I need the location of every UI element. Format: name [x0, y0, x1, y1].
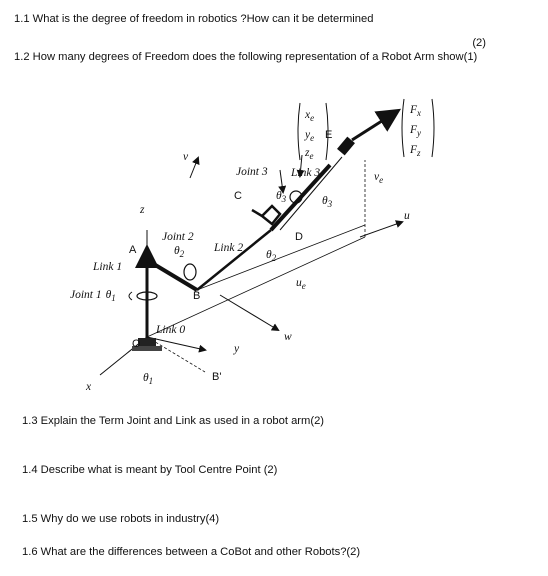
- theta-2-label-link: $\theta_2$: [266, 249, 277, 263]
- v-axis-arrow: [190, 158, 198, 178]
- fy-label: $F_y$: [410, 124, 422, 138]
- theta-1-label-base: $\theta_1$: [143, 372, 154, 386]
- base-pedestal: [138, 338, 156, 346]
- joint-2-symbol: [184, 264, 196, 280]
- pose-vector-left-bracket: [298, 103, 300, 160]
- u-axis-label: u: [404, 210, 410, 222]
- ye-label: $y_e$: [305, 129, 315, 143]
- question-1-2: 1.2 How many degrees of Freedom does the following representation of a Robot Arm show(1): [14, 51, 478, 63]
- link-3-label: Link 3: [291, 167, 321, 179]
- point-e-label: E: [325, 129, 333, 141]
- question-1-3: 1.3 Explain the Term Joint and Link as used in a robot arm(2): [22, 415, 325, 427]
- point-c-label: C: [234, 190, 242, 202]
- joint-1-label: Joint 1 $\theta_1$: [70, 289, 116, 303]
- point-b-prime-label: B': [212, 371, 222, 383]
- point-d-label: D: [295, 231, 303, 243]
- link-1-label: Link 1: [93, 261, 123, 273]
- theta-3-label-right: $\theta_3$: [322, 195, 333, 209]
- link-2: [197, 230, 271, 290]
- w-axis-label: w: [284, 331, 292, 343]
- joint-1-rotation: [129, 292, 132, 300]
- ue-label: $u_e$: [296, 277, 306, 291]
- link-2-label: Link 2: [214, 242, 244, 254]
- question-1-5: 1.5 Why do we use robots in industry(4): [22, 513, 220, 525]
- u-axis-arrow: [360, 222, 402, 237]
- point-a-label: A: [129, 244, 137, 256]
- question-1-1-marks: (2): [472, 37, 486, 49]
- force-vector-left-bracket: [402, 99, 404, 157]
- link-0-label: Link 0: [156, 324, 186, 336]
- question-1-6: 1.6 What are the differences between a CoBot and other Robots?(2): [22, 546, 361, 558]
- joint-3-pointer: [280, 170, 283, 192]
- point-b-label: B: [193, 290, 201, 302]
- fz-label: $F_z$: [410, 144, 421, 158]
- z-axis-label: z: [140, 204, 145, 216]
- joint-3-label: Joint 3: [236, 166, 268, 178]
- ze-label: $z_e$: [305, 147, 314, 161]
- theta-3-label-c: $\theta_3$: [276, 190, 287, 204]
- force-arrow: [352, 112, 396, 140]
- theta-2-label-joint: $\theta_2$: [174, 245, 185, 259]
- fx-label: $F_x$: [410, 104, 422, 118]
- point-o-label: O: [132, 338, 141, 350]
- y-axis-label: y: [234, 343, 240, 355]
- joint-2-label: Joint 2: [162, 231, 194, 243]
- xe-label: $x_e$: [305, 109, 315, 123]
- force-vector-right-bracket: [432, 99, 434, 157]
- w-axis-arrow: [220, 295, 278, 330]
- v-axis-label: v: [183, 151, 189, 163]
- projection-line-2: [197, 225, 365, 290]
- question-1-1: 1.1 What is the degree of freedom in robotics ?How can it be determined: [14, 13, 374, 25]
- question-1-4: 1.4 Describe what is meant by Tool Centre Point (2): [22, 464, 278, 476]
- x-axis-label: x: [86, 381, 92, 393]
- ve-label: $v_e$: [374, 171, 384, 185]
- joint-3-symbol: [252, 206, 280, 224]
